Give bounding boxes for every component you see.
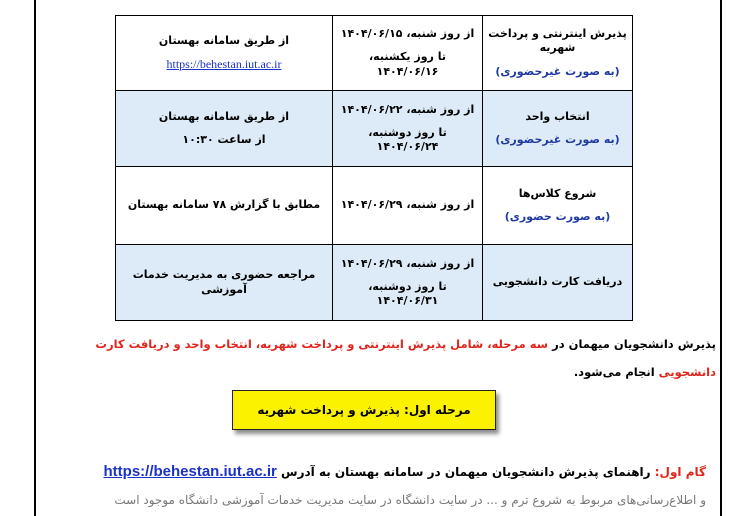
step-one-continuation: و اطلاع‌رسانی‌های مربوط به شروع ترم و ... در سایت دانشگاه در سایت مدیریت خدمات آموزشی دانشگاه موجود است <box>114 493 706 507</box>
row-date-cell <box>333 167 483 245</box>
row-note-cell <box>116 245 333 321</box>
schedule-table <box>115 15 633 321</box>
stage-one-button[interactable] <box>232 390 496 430</box>
row-note-cell <box>116 91 333 167</box>
row-note: از طریق سامانه بهستان <box>158 33 290 47</box>
behestan-link[interactable]: https://behestan.iut.ac.ir <box>166 56 282 71</box>
row-date-to: تا روز دوشنبه، ۱۴۰۴/۰۶/۲۴ <box>368 125 447 154</box>
table-row <box>116 16 633 91</box>
row-note: از طریق سامانه بهستان <box>158 109 290 123</box>
row-date-from: از روز شنبه، ۱۴۰۴/۰۶/۲۹ <box>340 256 475 270</box>
step-one-paragraph <box>46 458 706 514</box>
intro-paragraph <box>36 330 716 386</box>
step-one-label: گام اول: <box>650 465 706 479</box>
row-date-cell <box>333 245 483 321</box>
row-date-from: از روز شنبه، ۱۴۰۴/۰۶/۲۲ <box>340 102 475 116</box>
row-date-to: تا روز یکشنبه، ۱۴۰۴/۰۶/۱۶ <box>369 50 446 78</box>
row-title: پذیرش اینترنتی و پرداخت شهریه <box>488 27 627 55</box>
intro-highlight: سه مرحله، شامل پذیرش اینترنتی و پرداخت شهریه، انتخاب واحد و دریافت کارت دانشجویی <box>95 337 716 379</box>
row-note-time: از ساعت ۱۰:۳۰ <box>182 133 266 146</box>
table-row <box>116 245 633 321</box>
row-title: دریافت کارت دانشجویی <box>492 275 623 289</box>
row-note-cell <box>116 167 333 245</box>
row-title: شروع کلاس‌ها <box>518 186 597 200</box>
row-date-from: از روز شنبه، ۱۴۰۴/۰۶/۲۹ <box>340 198 475 212</box>
row-title-cell <box>483 91 633 167</box>
row-title-cell <box>483 16 633 91</box>
row-date-to: تا روز دوشنبه، ۱۴۰۴/۰۶/۳۱ <box>368 279 447 308</box>
row-date-cell <box>333 91 483 167</box>
step-one-link[interactable]: https://behestan.iut.ac.ir <box>103 463 277 480</box>
row-mode: (به صورت غیرحضوری) <box>495 64 620 78</box>
row-note: مطابق با گزارش ۷۸ سامانه بهستان <box>127 198 321 212</box>
row-date-from: از روز شنبه، ۱۴۰۴/۰۶/۱۵ <box>340 27 475 41</box>
row-mode: (به صورت حضوری) <box>504 210 611 223</box>
intro-text-start: پذیرش دانشجویان میهمان در <box>548 337 716 351</box>
intro-text-end: انجام می‌شود. <box>573 365 659 379</box>
row-title-cell <box>483 167 633 245</box>
stage-one-label: مرحله اول: پذیرش و پرداخت شهریه <box>257 403 471 417</box>
table-row <box>116 91 633 167</box>
row-title-cell <box>483 245 633 321</box>
row-note-cell <box>116 16 333 91</box>
row-mode: (به صورت غیرحضوری) <box>495 133 620 146</box>
step-one-text: راهنمای پذیرش دانشجویان میهمان در سامانه بهستان به آدرس <box>276 465 651 479</box>
row-date-cell <box>333 16 483 91</box>
table-row <box>116 167 633 245</box>
row-note: مراجعه حضوری به مدیریت خدمات آموزشی <box>132 268 316 296</box>
row-title: انتخاب واحد <box>525 109 590 123</box>
